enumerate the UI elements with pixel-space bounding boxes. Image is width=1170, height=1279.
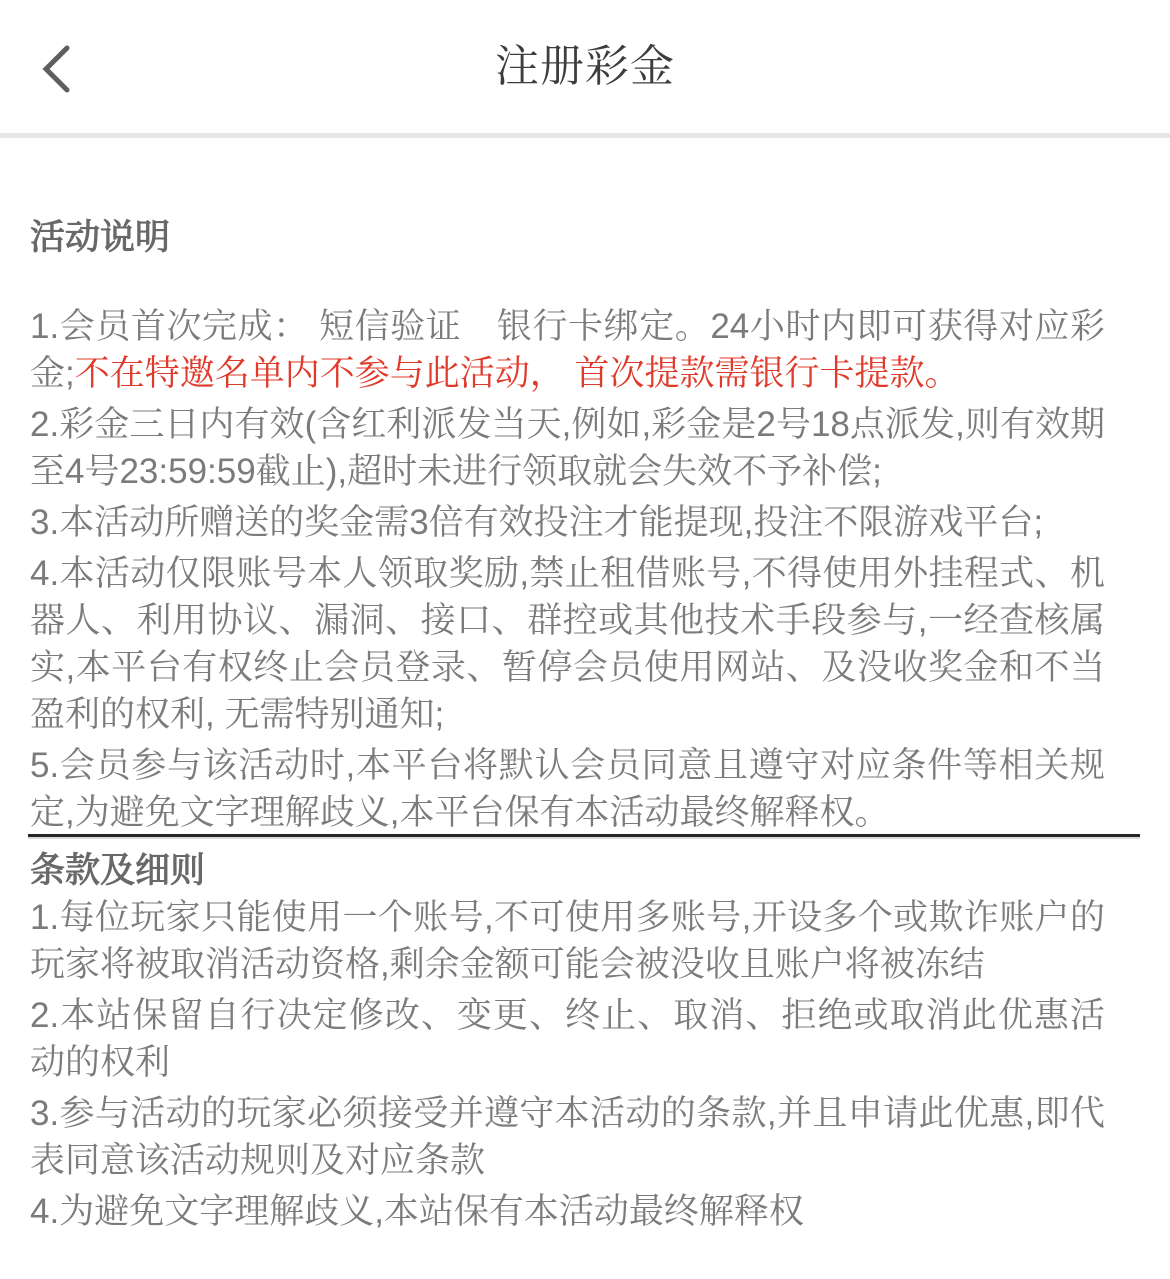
activity-rule-5: 5.会员参与该活动时,本平台将默认会员同意且遵守对应条件等相关规定,为避免文字理解歧义,本平台保有本活动最终解释权。 — [30, 746, 1105, 832]
terms-rule-2: 2.本站保留自行决定修改、变更、终止、取消、拒绝或取消此优惠活动的权利 — [30, 996, 1105, 1082]
activity-rule-1 — [30, 303, 1105, 397]
terms-rule-4: 4.为避免文字理解歧义,本站保有本活动最终解释权 — [30, 1192, 804, 1231]
page-title: 注册彩金 — [495, 42, 675, 91]
terms-rule-3: 3.参与活动的玩家必须接受并遵守本活动的条款,并且申请此优惠,即代表同意该活动规则及对应条款 — [30, 1094, 1105, 1180]
activity-rule-2: 2.彩金三日内有效(含红利派发当天,例如,彩金是2号18点派发,则有效期至4号23:59:59截止),超时未进行领取就会失效不予补偿; — [30, 405, 1105, 491]
activity-section-heading: 活动说明 — [30, 218, 171, 257]
header-bar — [0, 0, 1170, 138]
activity-rule-1-text: 1.会员首次完成： 短信验证 银行卡绑定。24小时内即可获得对应彩金; — [30, 307, 1105, 393]
activity-rule-1-warning: 不在特邀名单内不参与此活动， 首次提款需银行卡提款。 — [74, 354, 960, 393]
activity-rule-4: 4.本活动仅限账号本人领取奖励,禁止租借账号,不得使用外挂程式、机器人、利用协议、漏洞、接口、群控或其他技术手段参与,一经查核属实,本平台有权终止会员登录、暂停会员使用网站、及没收奖金和不当盈利的权利, 无需特别通知; — [30, 554, 1105, 734]
activity-rule-3: 3.本活动所赠送的奖金需3倍有效投注才能提现,投注不限游戏平台; — [30, 503, 1044, 542]
terms-section-heading: 条款及细则 — [30, 851, 206, 890]
terms-rule-1: 1.每位玩家只能使用一个账号,不可使用多账号,开设多个或欺诈账户的玩家将被取消活动资格,剩余金额可能会被没收且账户将被冻结 — [30, 898, 1105, 984]
promo-rules-content — [0, 138, 1170, 1279]
